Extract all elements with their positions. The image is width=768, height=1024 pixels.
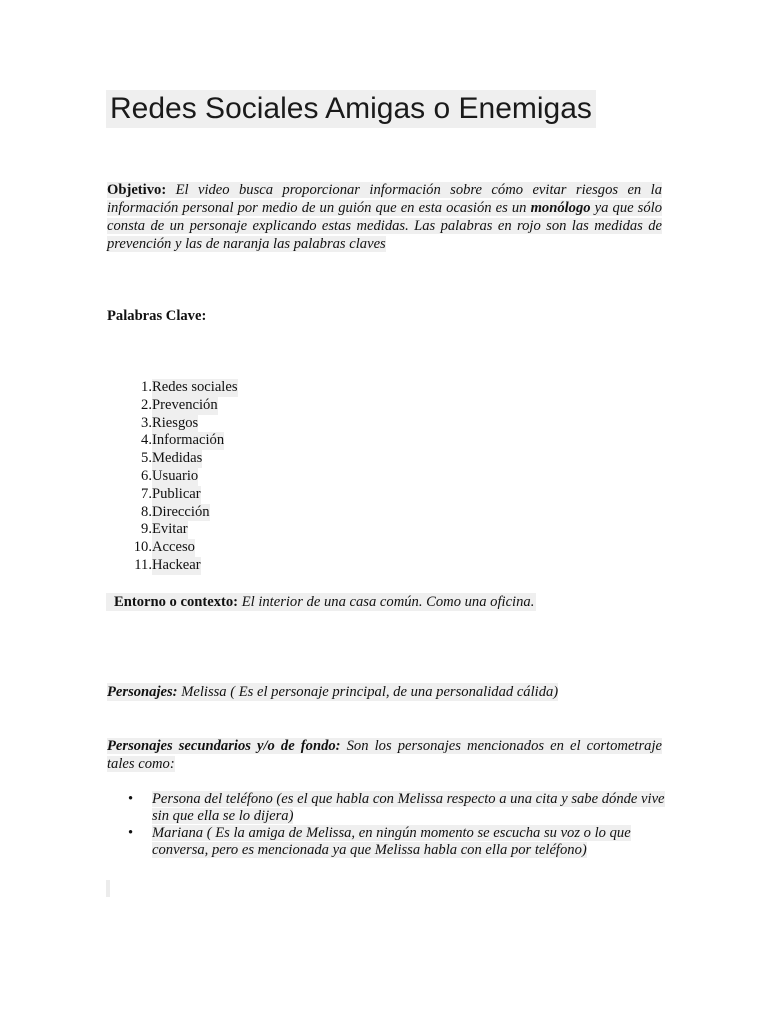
document-title: Redes Sociales Amigas o Enemigas — [106, 90, 596, 128]
list-item-number: 6. — [141, 467, 152, 484]
list-item-text: Prevención — [152, 396, 218, 413]
keywords-list — [120, 379, 238, 575]
characters-paragraph — [107, 683, 558, 701]
list-item-text: Riesgos — [152, 414, 199, 431]
text-cursor-mark — [106, 880, 110, 897]
list-item — [120, 450, 203, 468]
context-text: El interior de una casa común. Como una oficina. — [238, 594, 535, 610]
secondary-label: Personajes secundarios y/o de fondo: — [107, 738, 341, 754]
list-item-text: Medidas — [152, 450, 203, 467]
objective-paragraph — [107, 181, 662, 253]
list-item-text: Publicar — [152, 485, 201, 502]
bullet-text: Mariana ( Es la amiga de Melissa, en ningún momento se escucha su voz o lo que conversa, pero es mencionada ya que Melissa habla con ella por teléfono) — [152, 825, 631, 858]
characters-text: Melissa ( Es el personaje principal, de una personalidad cálida) — [177, 684, 559, 700]
list-item-text: Información — [152, 432, 225, 449]
secondary-text: Son los personajes mencionados en el cortometraje tales como: — [107, 738, 662, 772]
list-item-number: 7. — [141, 485, 152, 502]
objective-text-after: ya que sólo consta de un personaje explicando estas medidas. Las palabras en rojo son las medidas de prevención y las de naranja las palabras claves — [107, 200, 663, 252]
list-item-number: 1. — [141, 379, 152, 395]
bullet-text: Persona del teléfono (es el que habla con Melissa respecto a una cita y sabe dónde vive sin que ella se lo dijera) — [152, 791, 665, 824]
list-item — [120, 539, 195, 557]
list-item — [120, 556, 201, 575]
list-item-number: 10. — [133, 539, 152, 556]
list-item — [120, 825, 665, 859]
list-item-number: 9. — [141, 521, 152, 538]
context-paragraph — [106, 593, 536, 611]
list-item-number: 3. — [141, 414, 152, 431]
secondary-characters-paragraph — [107, 737, 662, 773]
bullet-icon: • — [128, 791, 134, 807]
objective-bold-word: monólogo — [530, 200, 591, 216]
list-item-number: 2. — [141, 396, 152, 413]
objective-text-before: El video busca proporcionar información sobre cómo evitar riesgos en la información personal por medio de un guión que en esta ocasión es un — [107, 182, 662, 216]
list-item-text: Acceso — [152, 539, 195, 556]
list-item-number: 8. — [141, 503, 152, 520]
list-item — [120, 396, 218, 415]
list-item-text: Hackear — [152, 556, 201, 573]
list-item — [120, 485, 201, 504]
list-item-text: Usuario — [152, 467, 199, 484]
secondary-characters-list — [120, 791, 665, 859]
list-item — [120, 432, 225, 450]
objective-label: Objetivo: — [107, 182, 167, 198]
list-item — [120, 503, 210, 522]
list-item — [120, 467, 199, 486]
list-item — [120, 791, 665, 825]
keywords-heading: Palabras Clave: — [107, 308, 207, 324]
list-item-text: Redes sociales — [152, 379, 238, 395]
list-item-number: 11. — [134, 556, 152, 573]
context-label: Entorno o contexto: — [114, 594, 239, 610]
list-item-number: 4. — [141, 432, 152, 449]
list-item — [120, 379, 238, 397]
list-item-text: Dirección — [152, 503, 210, 520]
list-item-text: Evitar — [152, 521, 188, 538]
characters-label: Personajes: — [107, 684, 178, 700]
list-item — [120, 414, 199, 433]
list-item — [120, 521, 188, 539]
list-item-number: 5. — [141, 450, 152, 467]
bullet-icon: • — [128, 825, 134, 841]
